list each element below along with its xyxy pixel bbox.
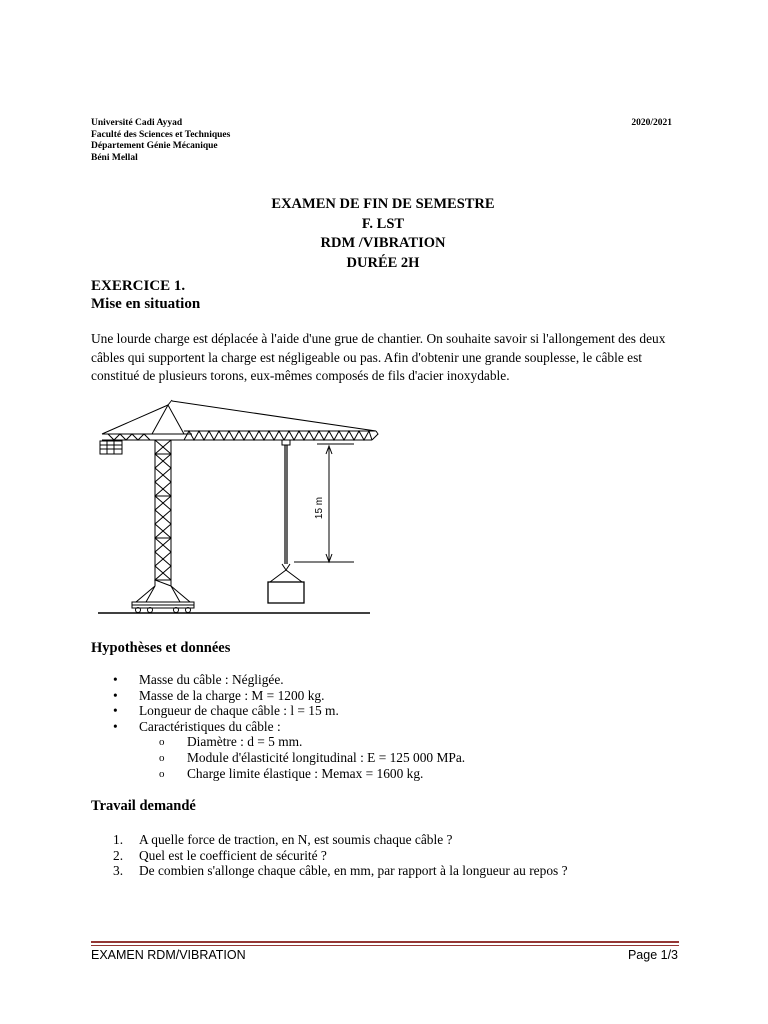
sub-bullet-icon: o <box>159 767 165 780</box>
question-item: 1. A quelle force de traction, en N, est soumis chaque câble ? <box>113 832 453 847</box>
load-box <box>268 582 304 603</box>
questions-list <box>113 832 568 879</box>
list-item: • Masse de la charge : M = 1200 kg. <box>113 687 325 703</box>
hypotheses-list <box>113 672 465 781</box>
department-name: Département Génie Mécanique <box>91 141 218 151</box>
exercise-intro: Une lourde charge est déplacée à l'aide d'une grue de chantier. On souhaite savoir si l'allongement des deux câbles qui supportent la charge est négligeable ou pas. Afin d'obtenir une grande souplesse, le câble est constitué de plusieurs torons, eux-mêmes composés de fils d'acier inoxydable. <box>91 331 666 383</box>
bullet-icon: • <box>113 672 118 687</box>
institution-header <box>91 118 230 164</box>
footer-title: EXAMEN RDM/VIBRATION <box>91 948 246 962</box>
footer-rule <box>91 941 679 943</box>
exam-duration: DURÉE 2H <box>346 254 420 271</box>
faculty-name: Faculté des Sciences et Techniques <box>91 129 231 140</box>
counterweight <box>100 441 122 454</box>
dimension-label: 15 m <box>314 496 325 520</box>
sub-list-item: o Diamètre : d = 5 mm. <box>159 734 303 750</box>
sub-bullet-icon: o <box>159 736 165 749</box>
list-item: • Caractéristiques du câble : <box>113 718 281 734</box>
page-number: Page 1/3 <box>627 948 678 962</box>
sub-bullet-icon: o <box>159 751 165 764</box>
question-item: 2. Quel est le coefficient de sécurité ? <box>113 847 327 863</box>
footer-rule-thin <box>91 945 679 946</box>
trolley <box>282 440 290 445</box>
bullet-icon: • <box>113 703 118 719</box>
university-name: Université Cadi Ayyad <box>91 118 183 128</box>
exercise-subtitle: Mise en situation <box>91 296 201 312</box>
question-item: 3. De combien s'allonge chaque câble, en mm, par rapport à la longueur au repos ? <box>113 863 568 879</box>
exercise-title: EXERCICE 1. <box>91 278 186 294</box>
exam-program: F. LST <box>361 215 405 232</box>
hypotheses-title: Hypothèses et données <box>91 640 231 656</box>
city-name: Béni Mellal <box>91 152 138 163</box>
work-title: Travail demandé <box>91 798 196 814</box>
exam-subject: RDM /VIBRATION <box>320 235 446 251</box>
sub-list-item: o Charge limite élastique : Memax = 1600 kg. <box>159 765 424 781</box>
tower-crane-figure <box>92 398 382 620</box>
sub-list-item: o Module d'élasticité longitudinal : E = 125 000 MPa. <box>159 749 466 765</box>
bullet-icon: • <box>113 718 118 734</box>
list-item: • Longueur de chaque câble : l = 15 m. <box>113 703 339 719</box>
academic-year: 2020/2021 <box>631 118 672 128</box>
bullet-icon: • <box>113 687 118 703</box>
exam-title-block <box>91 195 675 273</box>
exam-title: EXAMEN DE FIN DE SEMESTRE <box>271 196 495 212</box>
list-item: • Masse du câble : Négligée. <box>113 672 284 687</box>
